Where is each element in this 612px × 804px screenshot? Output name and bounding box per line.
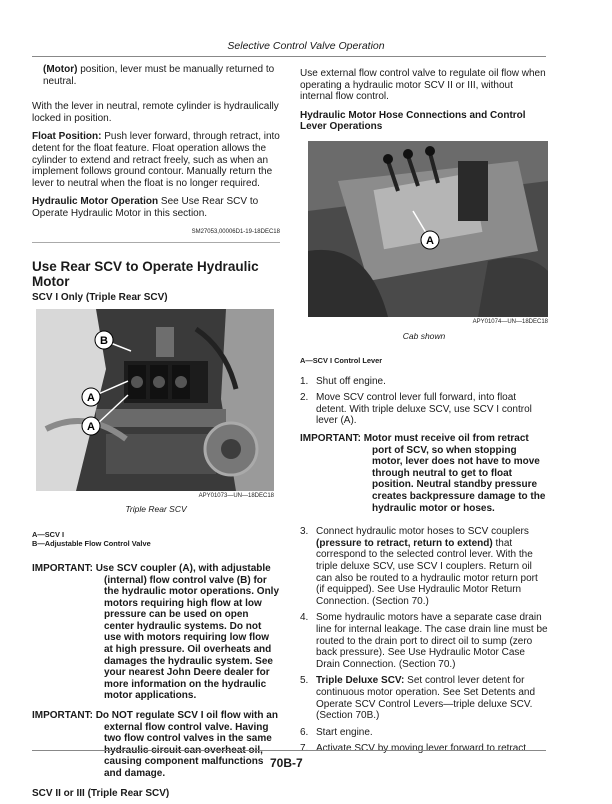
- figure-caption: Triple Rear SCV: [125, 504, 187, 515]
- section-subtitle: SCV I Only (Triple Rear SCV): [32, 292, 168, 304]
- cab-photo-illustration: [308, 141, 548, 317]
- figure-caption: Cab shown: [402, 330, 446, 341]
- footer-rule: [32, 750, 546, 751]
- list-item: 2. Move SCV control lever full forward, into float detent. With triple deluxe SCV, use SCV I control lever (A).: [300, 392, 532, 427]
- steps-list-1: [300, 376, 548, 427]
- list-item: 6. Start engine.: [300, 726, 373, 738]
- scv-ii-iii-heading: SCV II or III (Triple Rear SCV): [32, 787, 170, 799]
- hose-connections-heading: Hydraulic Motor Hose Connections and Control Lever Operations: [300, 109, 526, 133]
- callout-a: A: [87, 391, 95, 404]
- left-column: [32, 64, 280, 804]
- paragraph-motor: (Motor) position, lever must be manually returned to neutral.: [43, 64, 275, 87]
- paragraph-hydraulic-motor: Hydraulic Motor Operation See Use Rear SCV to Operate Hydraulic Motor in this section.: [32, 196, 259, 219]
- running-header: Selective Control Valve Operation: [227, 40, 385, 52]
- legend-a: A—SCV I Control Lever: [300, 356, 383, 366]
- list-item: 5. Triple Deluxe SCV: Set control lever detent for continuous motor operation. See Set Detents and Operate SCV Control Levers—triple deluxe SCV. (Section 70B.): [300, 675, 536, 722]
- section-rule: [32, 242, 280, 243]
- important-note-2: IMPORTANT: Do NOT regulate SCV I oil flow with an external flow control valve. Having two flow control valves in the same hydraulic circuit can overheat oil, causing component malfunctions and damage.: [32, 710, 278, 779]
- important-note-1: IMPORTANT: Use SCV coupler (A), with adjustable (internal) flow control valve (B) for the hydraulic motor operations. Only motors requiring high flow at low pressure can be used on open center hydraulic systems. Do not use with motors requiring low flow at high pressure. Oil overheats and damages the hydraulic system. See your nearest John Deere dealer for more information on the hydraulic motor applications.: [32, 562, 280, 702]
- legend-b: B—Adjustable Flow Control Valve: [32, 539, 151, 549]
- reference-code: SM27053,00006D1-19-18DEC18: [191, 228, 280, 235]
- list-item: 3. Connect hydraulic motor hoses to SCV couplers (pressure to retract, return to extend) that correspond to the selected control lever. With the triple deluxe SCV, use SCV I couplers. Return oil can also be routed to a hydraulic motor return port (if equipped). See Use Hydraulic Motor Return Connection. (Section 70.): [300, 526, 538, 607]
- paragraph-neutral: With the lever in neutral, remote cylinder is hydraulically locked in position.: [32, 101, 279, 124]
- section-title: Use Rear SCV to Operate Hydraulic Motor: [32, 259, 259, 290]
- right-column: [300, 68, 548, 761]
- callout-a-2: A: [87, 420, 95, 433]
- figure-triple-rear-scv: [36, 309, 274, 491]
- header-rule: [32, 56, 546, 57]
- page-number: 70B-7: [270, 756, 303, 770]
- steps-list-2: [300, 526, 548, 755]
- paragraph-float: Float Position: Push lever forward, through retract, into detent for the float feature. Float operation allows the cylinder to extend and retract freely, such as when an implement follows ground contour. Manually return the lever to neutral when the float is no longer required.: [32, 131, 280, 189]
- paragraph-external-flow: Use external flow control valve to regulate oil flow when operating a hydraulic motor SCV II or III, without internal flow control.: [300, 68, 546, 103]
- figure-cab: [308, 141, 548, 317]
- figure-reference: APY01073—UN—18DEC18: [198, 492, 274, 499]
- list-item: 7. Activate SCV by moving lever forward to retract: [300, 743, 527, 755]
- callout-a: A: [426, 234, 434, 247]
- scv-photo-illustration: [36, 309, 274, 491]
- callout-b: B: [100, 334, 108, 347]
- list-item: 4. Some hydraulic motors have a separate case drain line for internal leakage. The case drain line must be routed to the drain port to direct oil to sump (zero back pressure). See Use Hydraulic Motor Case Drain Connection. (Section 70.): [300, 612, 548, 670]
- legend-a: A—SCV I: [32, 529, 65, 539]
- important-note-motor: IMPORTANT: Motor must receive oil from retract port of SCV, so when stopping motor, lever does not have to move through neutral to get to float position. Neutral standby pressure creates backpressure damage to the hydraulic motor or hoses.: [300, 433, 546, 514]
- figure-reference: APY01074—UN—18DEC18: [472, 318, 548, 325]
- list-item: 1. Shut off engine.: [300, 375, 386, 387]
